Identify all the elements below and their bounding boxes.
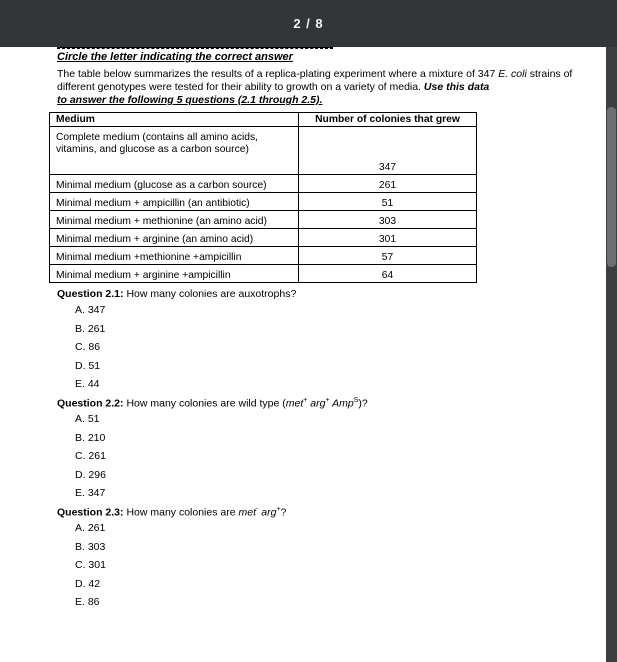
clipped-text-line xyxy=(57,47,333,49)
question-text: How many colonies are xyxy=(126,506,239,518)
answer-option: D. 296 xyxy=(75,468,106,481)
count-cell: 57 xyxy=(299,247,477,265)
count-cell: 301 xyxy=(299,229,477,247)
genotype-term: met xyxy=(285,397,304,409)
organism-name: E. coli xyxy=(498,68,527,80)
scrollbar-thumb[interactable] xyxy=(607,107,616,267)
medium-cell: Complete medium (contains all amino acids, vitamins, and glucose as a carbon source) xyxy=(50,127,299,175)
answer-option: A. 51 xyxy=(75,413,100,425)
intro-emphasis-2: to answer the following 5 questions (2.1 through 2.5). xyxy=(57,94,323,106)
question-2-3 xyxy=(57,503,368,520)
intro-text-2: strains of different genotypes were tested for their ability to growth on a variety of media. xyxy=(57,68,573,93)
questions-section xyxy=(57,287,368,612)
genotype-superscript: S xyxy=(353,396,359,404)
count-cell: 347 xyxy=(299,127,477,175)
medium-cell: Minimal medium +methionine +ampicillin xyxy=(50,247,299,265)
answer-option: B. 261 xyxy=(75,322,106,335)
header-colonies: Number of colonies that grew xyxy=(299,113,477,127)
table-row xyxy=(50,229,477,247)
question-2-1 xyxy=(57,287,368,301)
page-indicator: 2 / 8 xyxy=(293,16,324,31)
answer-option: E. 347 xyxy=(75,487,106,499)
answer-option: D. 42 xyxy=(75,577,101,590)
table-row xyxy=(50,127,477,175)
medium-cell: Minimal medium + arginine (an amino acid) xyxy=(50,229,299,247)
intro-paragraph xyxy=(57,68,577,107)
medium-cell: Minimal medium + arginine +ampicillin xyxy=(50,265,299,283)
results-table xyxy=(49,112,477,283)
genotype-term: met xyxy=(238,506,257,518)
medium-cell: Minimal medium + ampicillin (an antibiotic) xyxy=(50,193,299,211)
question-text-end: ? xyxy=(280,506,287,518)
medium-cell: Minimal medium (glucose as a carbon source) xyxy=(50,175,299,193)
answer-option: D. 51 xyxy=(75,359,101,372)
genotype-superscript: + xyxy=(303,396,308,404)
genotype-superscript: + xyxy=(276,505,281,513)
question-label: Question 2.1: xyxy=(57,288,124,300)
table-row xyxy=(50,211,477,229)
answer-option: A. 261 xyxy=(75,522,106,534)
genotype-term: arg xyxy=(307,397,326,409)
count-cell: 261 xyxy=(299,175,477,193)
instruction-heading: Circle the letter indicating the correct answer xyxy=(57,51,293,63)
answer-option: B. 303 xyxy=(75,540,106,553)
table-header-row xyxy=(50,113,477,127)
count-cell: 64 xyxy=(299,265,477,283)
answer-option: C. 86 xyxy=(75,341,101,353)
question-text: How many colonies are wild type ( xyxy=(126,397,286,409)
table-row xyxy=(50,175,477,193)
intro-emphasis-1: Use this data xyxy=(423,81,490,93)
question-label: Question 2.3: xyxy=(57,506,124,518)
pdf-toolbar xyxy=(0,0,617,47)
question-text: How many colonies are auxotrophs? xyxy=(126,288,297,300)
answer-option: E. 44 xyxy=(75,378,100,390)
count-cell: 51 xyxy=(299,193,477,211)
vertical-scrollbar[interactable] xyxy=(606,47,617,662)
question-label: Question 2.2: xyxy=(57,397,124,409)
header-medium: Medium xyxy=(50,113,299,127)
question-2-2 xyxy=(57,394,368,411)
pdf-page xyxy=(0,47,606,662)
answer-option: A. 347 xyxy=(75,304,106,316)
answer-option: C. 301 xyxy=(75,559,106,571)
answer-option: C. 261 xyxy=(75,450,106,462)
answer-option: B. 210 xyxy=(75,431,106,444)
genotype-term: arg xyxy=(258,506,277,518)
genotype-term: Amp xyxy=(329,397,354,409)
table-row xyxy=(50,265,477,283)
answer-option: E. 86 xyxy=(75,596,100,608)
genotype-superscript: + xyxy=(325,396,330,404)
count-cell: 303 xyxy=(299,211,477,229)
intro-text-1: The table below summarizes the results of a replica-plating experiment where a mixture of 347 xyxy=(57,68,499,80)
medium-cell: Minimal medium + methionine (an amino acid) xyxy=(50,211,299,229)
genotype-superscript: - xyxy=(256,505,259,513)
table-row xyxy=(50,247,477,265)
table-row xyxy=(50,193,477,211)
question-text-end: )? xyxy=(358,397,368,409)
